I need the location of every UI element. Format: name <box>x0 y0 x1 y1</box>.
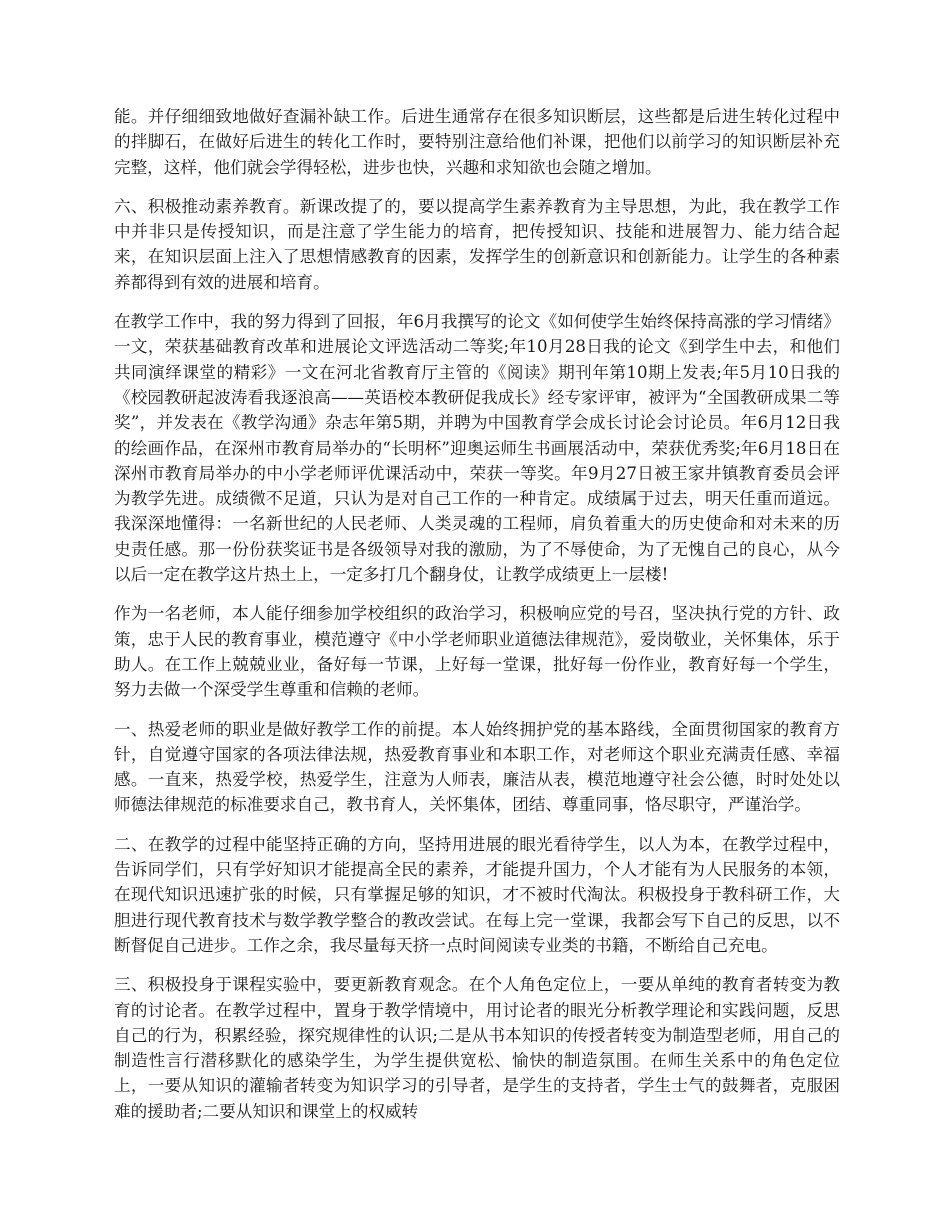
paragraph-quality-education: 六、积极推动素养教育。新课改提了的，要以提高学生素养教育为主导思想，为此，我在教学工作中并非只是传授知识，而是注意了学生能力的培育，把传授知识、技能和进展智力、能力结合起来，在知识层面上注入了思想情感教育的因素，发挥学生的创新意识和创新能力。让学生的各种素养都得到有效的进展和培育。 <box>114 196 840 292</box>
paragraph-curriculum-reform: 三、积极投身于课程实验中，要更新教育观念。在个人角色定位上，一要从单纯的教育者转变为教育的讨论者。在教学过程中，置身于教学情境中，用讨论者的眼光分析教学理论和实践问题，反思自己的行为，积累经验，探究规律性的认识;二是从书本知识的传授者转变为制造型老师，用自己的制造性言行潜移默化的感染学生，为学生提供宽松、愉快的制造氛围。在师生关系中的角色定位上，一要从知识的灌输者转变为知识学习的引导者，是学生的支持者，学生士气的鼓舞者，克服困难的援助者;二要从知识和课堂上的权威转 <box>114 975 840 1121</box>
paragraph-teacher-conduct: 作为一名老师，本人能仔细参加学校组织的政治学习，积极响应党的号召，坚决执行党的方针、政策，忠于人民的教育事业，模范遵守《中小学老师职业道德法律规范》，爱岗敬业，关怀集体，乐于助人。在工作上兢兢业业，备好每一节课，上好每一堂课，批好每一份作业，教育好每一个学生，努力去做一个深受学生尊重和信赖的老师。 <box>114 604 840 700</box>
paragraph-love-of-profession: 一、热爱老师的职业是做好教学工作的前提。本人始终拥护党的基本路线，全面贯彻国家的教育方针，自觉遵守国家的各项法律法规，热爱教育事业和本职工作，对老师这个职业充满责任感、幸福感。一直来，热爱学校，热爱学生，注意为人师表，廉洁从表，模范地遵守社会公德，时时处处以师德法律规范的标准要求自己，教书育人，关怀集体，团结、尊重同事，恪尽职守，严谨治学。 <box>114 719 840 815</box>
paragraph-teaching-direction: 二、在教学的过程中能坚持正确的方向，坚持用进展的眼光看待学生，以人为本，在教学过程中，告诉同学们，只有学好知识才能提高全民的素养，才能提升国力，个人才能有为人民服务的本领，在现代知识迅速扩张的时候，只有掌握足够的知识，才不被时代淘汰。积极投身于教科研工作，大胆进行现代教育技术与数学教学整合的教改尝试。在每上完一堂课，我都会写下自己的反思，以不断督促自己进步。工作之余，我尽量每天挤一点时间阅读专业类的书籍，不断给自己充电。 <box>114 834 840 955</box>
paragraph-achievements: 在教学工作中，我的努力得到了回报，年6月我撰写的论文《如何使学生始终保持高涨的学习情绪》一文，荣获基础教育改革和进展论文评选活动二等奖;年10月28日我的论文《到学生中去，和他们共同演绎课堂的精彩》一文在河北省教育厅主管的《阅读》期刊年第10期上发表;年5月10日我的《校园教研起波涛看我逐浪高——英语校本教研促我成长》经专家评审，被评为“全国教研成果二等奖”，并发表在《教学沟通》杂志年第5期，并聘为中国教育学会成长讨论会讨论员。年6月12日我的绘画作品，在深州市教育局举办的“长明杯”迎奥运师生书画展活动中，荣获优秀奖;年6月18日在深州市教育局举办的中小学老师评优课活动中，荣获一等奖。年9月27日被王家井镇教育委员会评为教学先进。成绩微不足道，只认为是对自己工作的一种肯定。成绩属于过去，明天任重而道远。我深深地懂得：一名新世纪的人民老师、人类灵魂的工程师，肩负着重大的历史使命和对未来的历史责任感。那一份份获奖证书是各级领导对我的激励，为了不辱使命，为了无愧自己的良心，从今以后一定在教学这片热土上，一定多打几个翻身仗，让教学成绩更上一层楼! <box>114 312 840 585</box>
paragraph-remedial-work: 能。并仔细细致地做好查漏补缺工作。后进生通常存在很多知识断层，这些都是后进生转化过程中的拌脚石，在做好后进生的转化工作时，要特别注意给他们补课，把他们以前学习的知识断层补充完整，这样，他们就会学得轻松，进步也快，兴趣和求知欲也会随之增加。 <box>114 107 840 177</box>
document-body <box>114 104 840 1138</box>
